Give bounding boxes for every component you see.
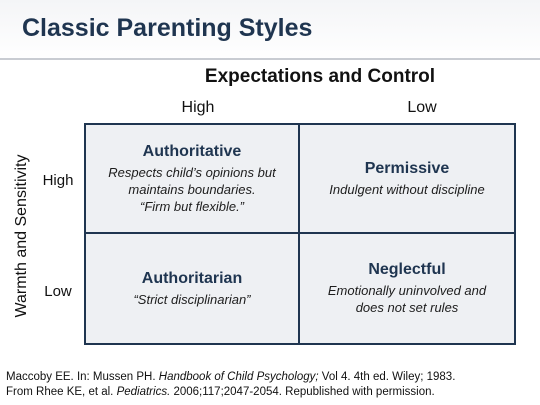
quadrant-title: Authoritative [142, 142, 242, 160]
quadrant-neglectful [300, 234, 514, 343]
quadrant-authoritarian [86, 234, 300, 343]
quadrant-authoritative [86, 125, 300, 234]
quadrant-description: maintains boundaries. [128, 181, 256, 197]
quadrant-description: “Firm but flexible.” [139, 198, 245, 214]
citation-text: 2006;117;2047-2054. Republished with permission. [170, 386, 435, 398]
citation-text: Vol 4. 4th ed. Wiley; 1983. [318, 371, 456, 383]
quadrant-description: “Strict disciplinarian” [133, 291, 251, 307]
citation-line-2 [6, 385, 536, 400]
quadrant-permissive [300, 125, 514, 234]
citation-line-1 [6, 370, 536, 385]
column-axis-title: Expectations and Control [204, 66, 436, 87]
quadrant-description: Respects child’s opinions but [108, 164, 276, 180]
citation-journal-title: Pediatrics. [116, 386, 171, 398]
slide-title: Classic Parenting Styles [22, 14, 313, 42]
parenting-styles-grid [84, 123, 516, 345]
citation-text: Maccoby EE. In: Mussen PH. [6, 371, 159, 383]
quadrant-title: Authoritarian [141, 269, 243, 287]
title-divider [0, 58, 540, 60]
row-axis-title: Warmth and Sensitivity [13, 154, 30, 318]
citation-text: From Rhee KE, et al. [6, 386, 117, 398]
quadrant-description: Emotionally uninvolved and [327, 283, 487, 298]
column-label-high: High [181, 99, 215, 116]
quadrant-description: does not set rules [355, 300, 459, 315]
citation-book-title: Handbook of Child Psychology; [158, 371, 319, 383]
quadrant-title: Neglectful [368, 261, 446, 278]
row-label-high: High [42, 172, 74, 189]
quadrant-title: Permissive [364, 159, 450, 177]
column-label-low: Low [407, 99, 437, 116]
quadrant-description: Indulgent without discipline [329, 181, 485, 197]
row-label-low: Low [44, 283, 72, 300]
citation-footnote [6, 370, 536, 400]
